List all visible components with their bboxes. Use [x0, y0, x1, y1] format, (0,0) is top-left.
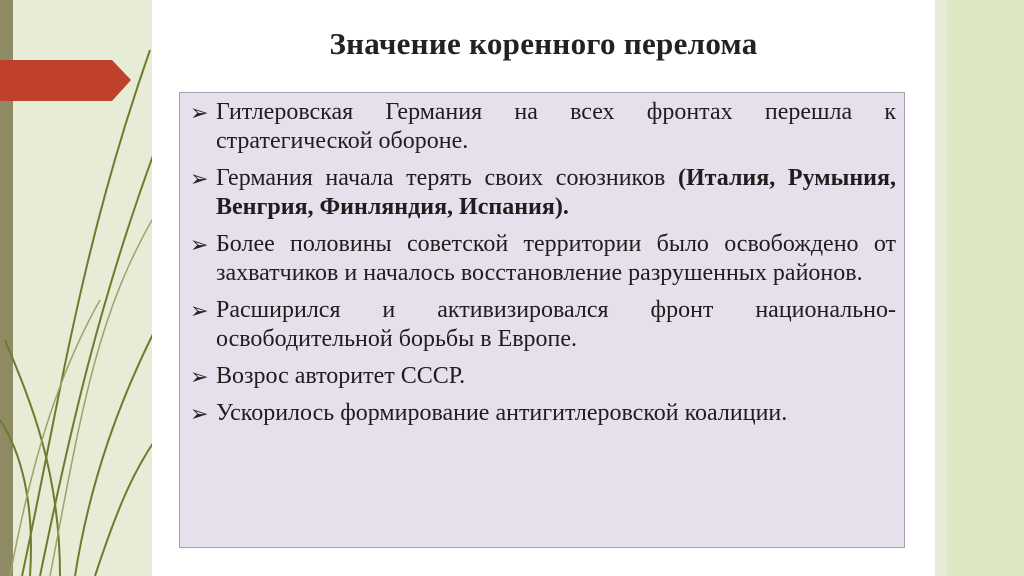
bullet-item	[188, 399, 896, 428]
arrow-bullet-icon: ➢	[190, 401, 209, 426]
bullet-item	[188, 164, 896, 222]
bullet-text: Гитлеровская Германия на всех фронтах перешла к стратегической обороне.	[216, 99, 896, 154]
arrow-bullet-icon: ➢	[190, 100, 209, 125]
arrow-bullet-icon: ➢	[190, 166, 209, 191]
arrow-bullet-icon: ➢	[190, 364, 209, 389]
bullet-text: Более половины советской территории было освобождено от захватчиков и началось восстановление разрушенных районов.	[216, 231, 896, 286]
slide-title: Значение коренного перелома	[329, 26, 758, 61]
arrow-bullet-icon: ➢	[190, 298, 209, 323]
bullet-item	[188, 362, 896, 391]
bullet-text: Ускорилось формирование антигитлеровской коалиции.	[216, 400, 788, 426]
bullet-text: Германия начала терять своих союзников	[216, 165, 679, 191]
arrow-bullet-icon: ➢	[190, 232, 209, 257]
content-box	[179, 92, 905, 548]
bullet-bold-text: (Италия, Румыния, Венгрия, Финляндия, Испания).	[216, 165, 896, 220]
bullet-text: Возрос авторитет СССР.	[216, 363, 466, 389]
bullet-item	[188, 296, 896, 354]
red-arrow-accent	[0, 60, 131, 101]
bullet-text: Расширился и активизировался фронт национально-освободительной борьбы в Европе.	[216, 297, 896, 352]
bullet-list	[188, 98, 896, 428]
bullet-item	[188, 230, 896, 288]
bullet-item	[188, 98, 896, 156]
